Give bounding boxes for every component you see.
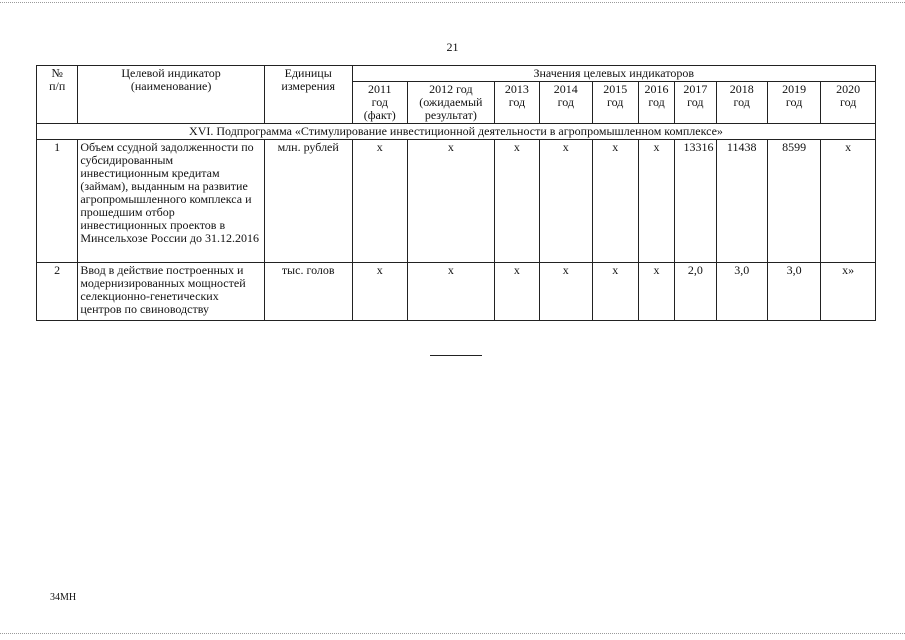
document-code: 34МН xyxy=(50,592,77,603)
header-year-2016: 2016 год xyxy=(638,82,674,124)
header-row-1 xyxy=(37,66,876,82)
header-indicator: Целевой индикатор (наименование) xyxy=(78,66,265,124)
top-scan-border xyxy=(0,2,905,3)
row-value-2020: х xyxy=(821,140,876,263)
table-row xyxy=(37,140,876,263)
row-value-2016: х xyxy=(638,263,674,321)
row-indicator: Ввод в действие построенных и модернизированных мощностей селекционно-генетических центров по свиноводству xyxy=(78,263,265,321)
header-year-2014: 2014 год xyxy=(540,82,592,124)
row-num: 1 xyxy=(37,140,78,263)
row-units: млн. рублей xyxy=(264,140,352,263)
header-year-2019: 2019 год xyxy=(767,82,820,124)
row-value-2014: х xyxy=(540,263,592,321)
row-value-2016: х xyxy=(638,140,674,263)
row-value-2015: х xyxy=(592,263,638,321)
row-value-2019: 3,0 xyxy=(767,263,820,321)
indicators-table xyxy=(36,65,876,321)
row-value-2011: х xyxy=(352,263,407,321)
page-number: 21 xyxy=(446,40,459,54)
row-value-2019: 8599 xyxy=(767,140,820,263)
row-value-2017: 13316 xyxy=(675,140,716,263)
header-values: Значения целевых индикаторов xyxy=(352,66,875,82)
row-value-2017: 2,0 xyxy=(675,263,716,321)
header-num: № п/п xyxy=(37,66,78,124)
header-year-2012: 2012 год (ожидаемый результат) xyxy=(408,82,495,124)
header-year-2013: 2013 год xyxy=(494,82,539,124)
row-value-2012: х xyxy=(408,140,495,263)
header-year-2018: 2018 год xyxy=(716,82,767,124)
bottom-scan-border xyxy=(0,633,905,634)
row-value-2018: 3,0 xyxy=(716,263,767,321)
header-year-2015: 2015 год xyxy=(592,82,638,124)
section-title: XVI. Подпрограмма «Стимулирование инвестиционной деятельности в агропромышленном комплексе» xyxy=(37,124,876,140)
row-value-2018: 11438 xyxy=(716,140,767,263)
row-value-2013: х xyxy=(494,263,539,321)
section-row xyxy=(37,124,876,140)
row-indicator: Объем ссудной задолженности по субсидированным инвестиционным кредитам (займам), выданным на развитие агропромышленного комплекса и прошедшим отбор инвестиционных проектов в Минсельхозе России до 31.12.2016 xyxy=(78,140,265,263)
end-separator-line xyxy=(430,355,482,356)
row-value-2012: х xyxy=(408,263,495,321)
row-value-2014: х xyxy=(540,140,592,263)
row-value-2013: х xyxy=(494,140,539,263)
header-year-2011: 2011 год (факт) xyxy=(352,82,407,124)
row-num: 2 xyxy=(37,263,78,321)
row-value-2011: х xyxy=(352,140,407,263)
row-value-2020: х» xyxy=(821,263,876,321)
header-units: Единицы измерения xyxy=(264,66,352,124)
row-value-2015: х xyxy=(592,140,638,263)
header-year-2020: 2020 год xyxy=(821,82,876,124)
table-row xyxy=(37,263,876,321)
row-units: тыс. голов xyxy=(264,263,352,321)
header-year-2017: 2017 год xyxy=(675,82,716,124)
